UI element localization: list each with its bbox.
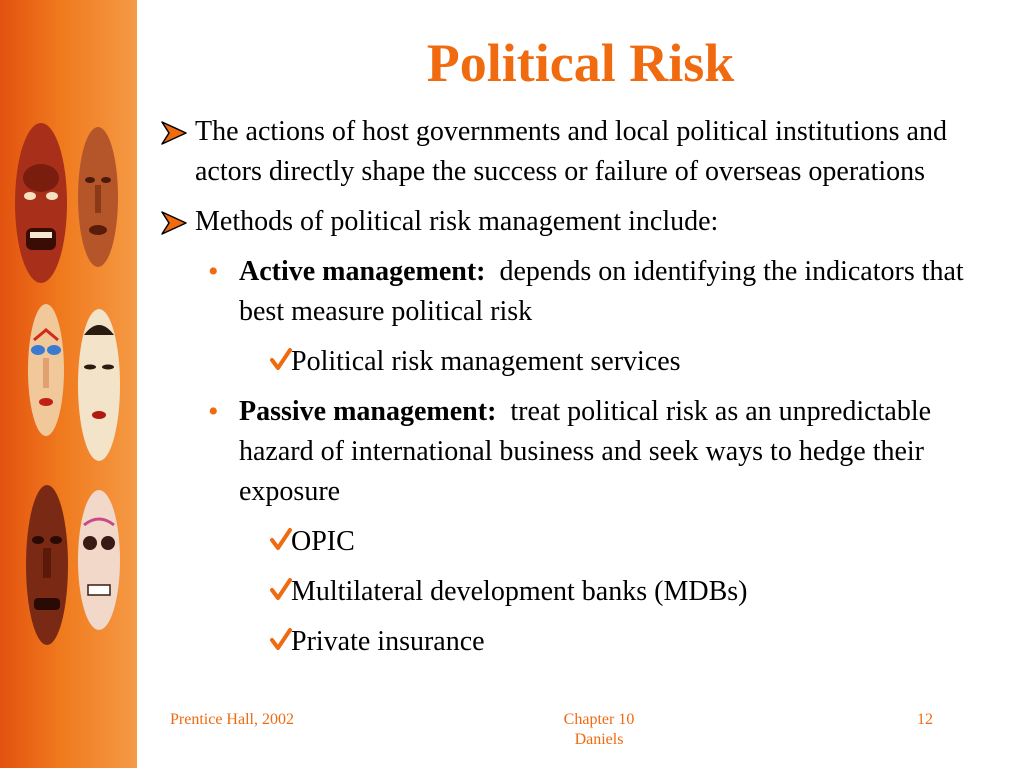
passive-management-text: treat political risk as an unpredictable hazard of international business and seek ways to hedge their exposure bbox=[239, 396, 932, 507]
bullet-text: Methods of political risk management include: bbox=[195, 206, 719, 237]
painted-mask-image bbox=[26, 300, 66, 440]
dot-bullet-icon: • bbox=[208, 395, 219, 428]
checkmark-icon bbox=[270, 528, 292, 552]
arrow-bullet-icon bbox=[160, 120, 188, 146]
footer-chapter-line: Chapter 10 bbox=[563, 711, 635, 728]
carved-mask-image bbox=[24, 480, 70, 650]
slide-title: Political Risk bbox=[426, 33, 735, 93]
noh-mask-image bbox=[76, 305, 122, 465]
check-item-text: Political risk management services bbox=[291, 346, 681, 377]
check-item-text: OPIC bbox=[291, 526, 355, 557]
demon-mask-image bbox=[12, 118, 70, 288]
footer-chapter bbox=[540, 710, 658, 750]
check-item-opic bbox=[160, 522, 1000, 562]
page-number: 12 bbox=[917, 711, 933, 728]
arrow-bullet-icon bbox=[160, 210, 188, 236]
bullet-methods bbox=[160, 202, 1000, 242]
dot-bullet-icon: • bbox=[208, 255, 219, 288]
check-item-private-insurance bbox=[160, 622, 1000, 662]
subbullet-active-management bbox=[160, 252, 1000, 332]
skull-mask-image bbox=[76, 485, 122, 635]
check-item-text: Multilateral development banks (MDBs) bbox=[291, 576, 748, 607]
subbullet-passive-management bbox=[160, 392, 1000, 512]
footer-author-line: Daniels bbox=[574, 731, 624, 748]
footer-publisher: Prentice Hall, 2002 bbox=[170, 711, 294, 728]
checkmark-icon bbox=[270, 578, 292, 602]
decorative-mask-band bbox=[0, 0, 137, 768]
check-item-mdbs bbox=[160, 572, 1000, 612]
wooden-mask-image bbox=[76, 125, 120, 270]
check-item-risk-services bbox=[160, 342, 1000, 382]
active-management-label: Active management: bbox=[239, 256, 486, 287]
check-item-text: Private insurance bbox=[291, 626, 485, 657]
passive-management-label: Passive management: bbox=[239, 396, 497, 427]
bullet-text: The actions of host governments and local political institutions and actors directly shape the success or failure of overseas operations bbox=[195, 116, 947, 187]
active-management-text: depends on identifying the indicators that best measure political risk bbox=[239, 256, 964, 327]
bullet-host-governments bbox=[160, 112, 1000, 192]
checkmark-icon bbox=[270, 628, 292, 652]
checkmark-icon bbox=[270, 348, 292, 372]
slide-body bbox=[160, 112, 1000, 672]
